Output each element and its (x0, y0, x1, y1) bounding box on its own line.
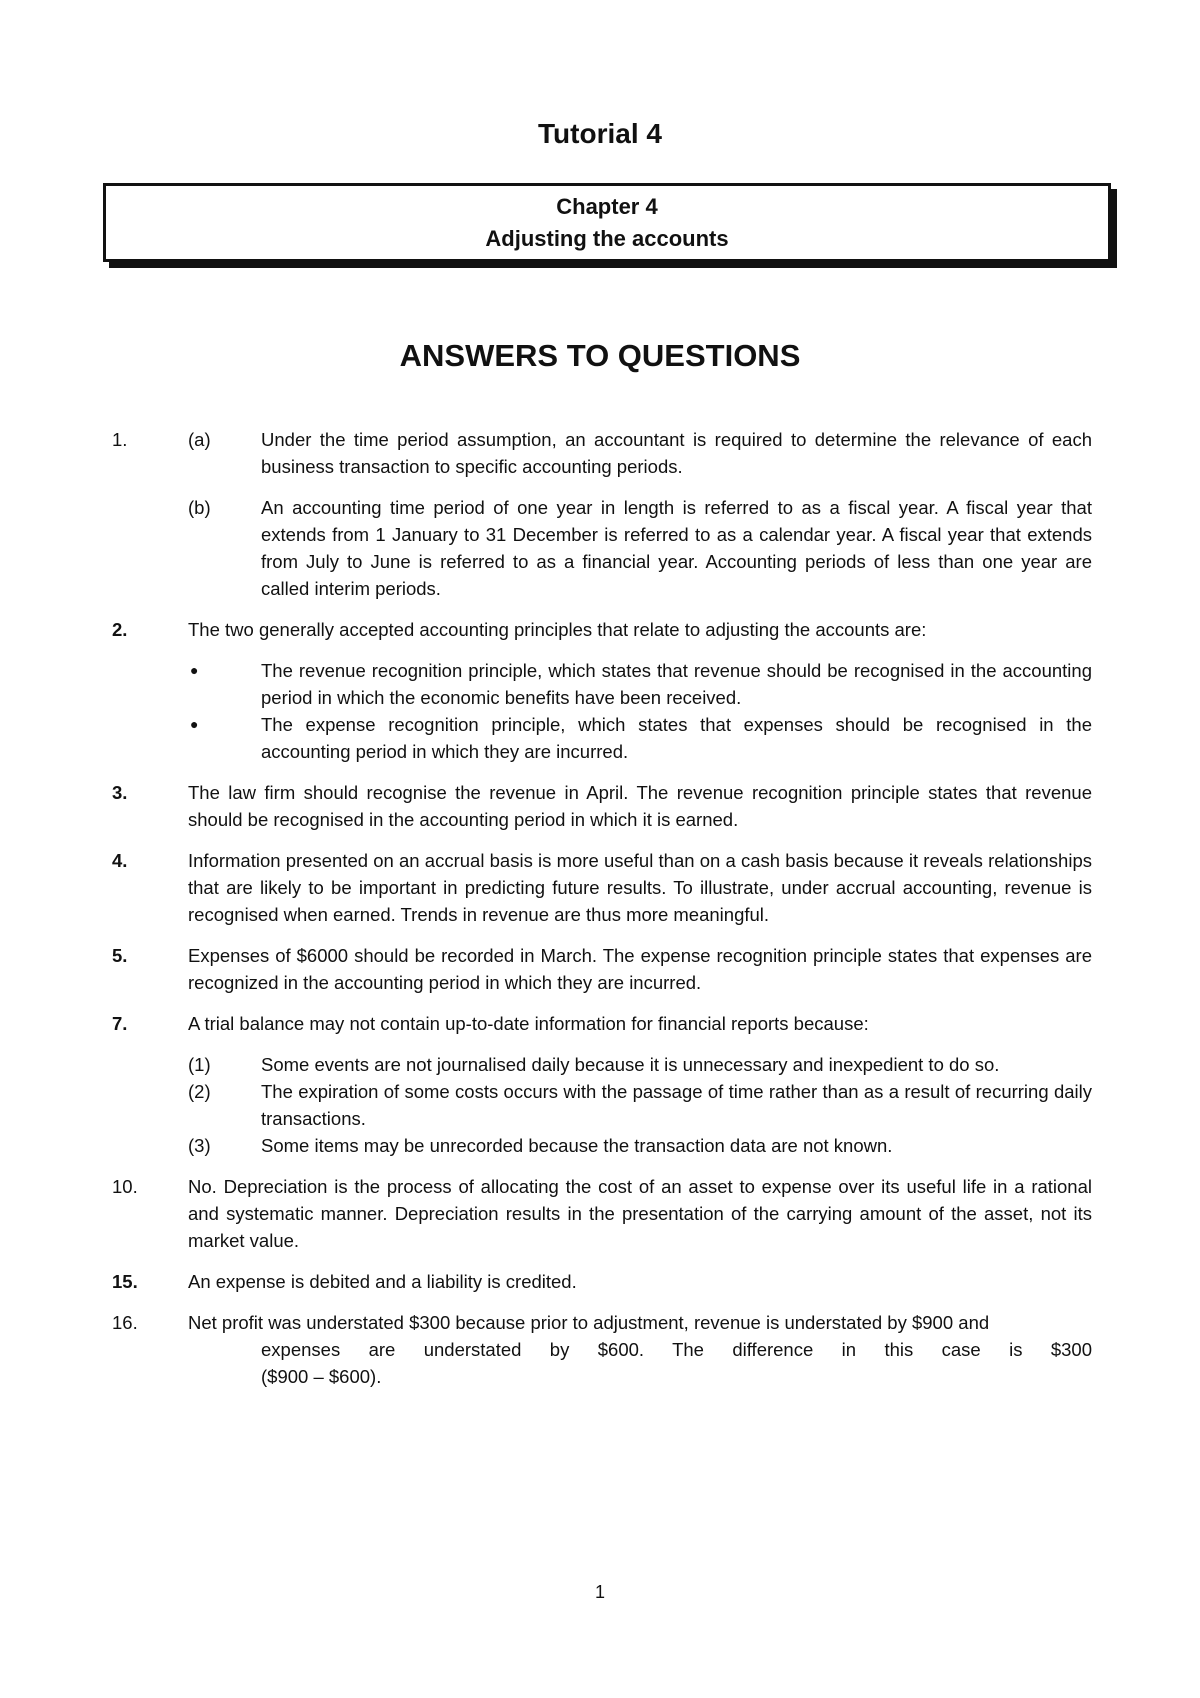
bullet-item (0, 657, 1200, 711)
list-item (0, 1051, 1200, 1078)
answer-number: 7. (112, 1013, 128, 1034)
answer-7 (0, 1010, 1200, 1159)
answer-number: 1. (112, 429, 128, 450)
bullet-item (0, 711, 1200, 765)
item-label: (1) (188, 1054, 211, 1075)
list-item (0, 1078, 1200, 1132)
answer-15 (0, 1268, 1200, 1295)
answer-text: A trial balance may not contain up-to-date information for financial reports because: (188, 1013, 869, 1034)
answer-number: 16. (112, 1312, 138, 1333)
answer-line: expenses are understated by $600. The difference in this case is $300 (261, 1339, 1092, 1360)
answer-text: Information presented on an accrual basis is more useful than on a cash basis because it reveals relationships that are likely to be important in predicting future results. To illustrate, under accrual accounting, revenue is recognised when earned. Trends in revenue are thus more meaningful. (188, 850, 1092, 925)
item-text: Some items may be unrecorded because the transaction data are not known. (261, 1135, 893, 1156)
item-text: Some events are not journalised daily because it is unnecessary and inexpedient to do so. (261, 1054, 1000, 1075)
answer-text: The two generally accepted accounting principles that relate to adjusting the accounts are: (188, 619, 927, 640)
answer-5 (0, 942, 1200, 996)
item-text: The expiration of some costs occurs with the passage of time rather than as a result of recurring daily transactions. (261, 1081, 1092, 1129)
answer-number: 3. (112, 782, 128, 803)
answer-text: Expenses of $6000 should be recorded in March. The expense recognition principle states that expenses are recognized in the accounting period in which they are incurred. (188, 945, 1092, 993)
list-item (0, 1132, 1200, 1159)
sub-text: An accounting time period of one year in length is referred to as a fiscal year. A fiscal year that extends from 1 January to 31 December is referred to as a calendar year. A fiscal year that extends from July to June is referred to as a financial year. Accounting periods of less than one year are called interim periods. (261, 497, 1092, 599)
answer-number: 5. (112, 945, 128, 966)
chapter-box (103, 183, 1111, 262)
answer-line: ($900 – $600). (261, 1366, 382, 1387)
bullet-text: The expense recognition principle, which states that expenses should be recognised in the accounting period in which they are incurred. (261, 714, 1092, 762)
answer-text (188, 1309, 1092, 1390)
bullet-icon: ● (190, 716, 199, 732)
page-number: 1 (594, 1582, 605, 1602)
item-label: (2) (188, 1081, 211, 1102)
chapter-title: Adjusting the accounts (485, 226, 729, 251)
sub-label: (b) (188, 497, 211, 518)
answer-3 (0, 779, 1200, 833)
bullet-text: The revenue recognition principle, which states that revenue should be recognised in the accounting period in which the economic benefits have been received. (261, 660, 1092, 708)
answer-16 (0, 1309, 1200, 1390)
answer-1b (0, 494, 1200, 602)
answers-list (0, 426, 1200, 1404)
answer-1a (0, 426, 1200, 480)
answer-number: 10. (112, 1176, 138, 1197)
answer-number: 15. (112, 1271, 138, 1292)
answer-4 (0, 847, 1200, 928)
document-title: Tutorial 4 (538, 118, 662, 149)
answer-text: No. Depreciation is the process of allocating the cost of an asset to expense over its useful life in a rational and systematic manner. Depreciation results in the presentation of the carrying amount of the asset, not its market value. (188, 1176, 1092, 1251)
bullet-icon: ● (190, 662, 199, 678)
chapter-number: Chapter 4 (556, 194, 658, 219)
answer-text: An expense is debited and a liability is credited. (188, 1271, 577, 1292)
answer-line: Net profit was understated $300 because prior to adjustment, revenue is understated by $900 and (188, 1312, 990, 1333)
answer-2 (0, 616, 1200, 765)
answer-10 (0, 1173, 1200, 1254)
sub-label: (a) (188, 429, 211, 450)
sub-text: Under the time period assumption, an accountant is required to determine the relevance of each business transaction to specific accounting periods. (261, 429, 1092, 477)
answer-number: 4. (112, 850, 128, 871)
answer-1 (0, 426, 1200, 602)
item-label: (3) (188, 1135, 211, 1156)
section-heading: ANSWERS TO QUESTIONS (399, 338, 801, 373)
answer-text: The law firm should recognise the revenue in April. The revenue recognition principle states that revenue should be recognised in the accounting period in which it is earned. (188, 782, 1092, 830)
answer-number: 2. (112, 619, 128, 640)
